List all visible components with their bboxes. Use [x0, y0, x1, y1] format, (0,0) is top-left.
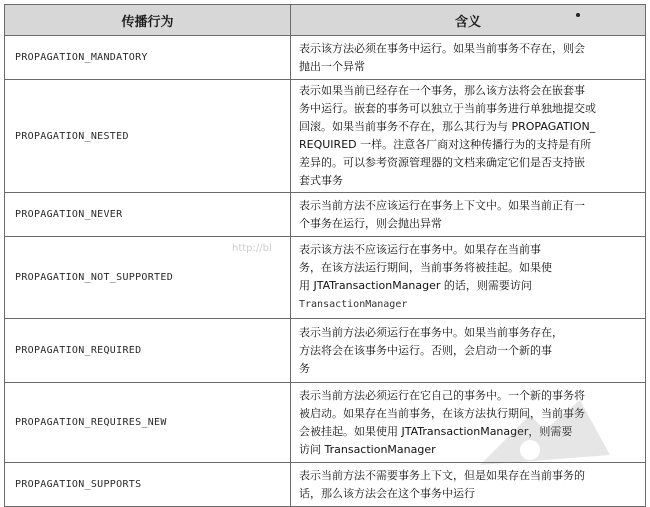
behavior-meaning: 表示当前方法必须运行在事务中。如果当前事务存在， 方法将会在该事务中运行。否则，会启动一个新的事 务	[291, 319, 646, 383]
behavior-name: PROPAGATION_NESTED	[5, 80, 291, 193]
table-row	[5, 319, 646, 383]
behavior-name: PROPAGATION_SUPPORTS	[5, 463, 291, 507]
behavior-meaning: 表示当前方法不应该运行在事务上下文中。如果当前正有一 个事务在运行，则会抛出异常	[291, 193, 646, 237]
header-row	[5, 5, 646, 36]
header-dot-mark	[576, 13, 580, 17]
header-behavior: 传播行为	[5, 5, 291, 36]
behavior-meaning: 表示当前方法不需要事务上下文，但是如果存在当前事务的 话，那么该方法会在这个事务中运行	[291, 463, 646, 507]
table-row	[5, 237, 646, 319]
behavior-meaning: 表示该方法必须在事务中运行。如果当前事务不存在，则会 抛出一个异常	[291, 36, 646, 80]
table-row	[5, 193, 646, 237]
behavior-name: PROPAGATION_MANDATORY	[5, 36, 291, 80]
table-row	[5, 80, 646, 193]
watermark-text: http://bl	[232, 243, 272, 254]
behavior-name: PROPAGATION_REQUIRED	[5, 319, 291, 383]
behavior-meaning: 表示如果当前已经存在一个事务，那么该方法将会在嵌套事 务中运行。嵌套的事务可以独立于当前事务进行单独地提交或 回滚。如果当前事务不存在，那么其行为与 PROPAGATION_ REQUIRED 一样。注意各厂商对这种传播行为的支持是有所 差异的。可以参考资源管理器的文档来确定它们是否支持嵌 套式事务	[291, 80, 646, 193]
behavior-meaning: 表示当前方法必须运行在它自己的事务中。一个新的事务将 被启动。如果存在当前事务，在该方法执行期间，当前事务 会被挂起。如果使用 JTATransactionManager，则需要 访问 TransactionManager	[291, 383, 646, 463]
header-meaning: 含义	[291, 5, 646, 36]
table-row	[5, 463, 646, 507]
table-row	[5, 383, 646, 463]
behavior-name: PROPAGATION_REQUIRES_NEW	[5, 383, 291, 463]
behavior-meaning: 表示该方法不应该运行在事务中。如果存在当前事 务，在该方法运行期间，当前事务将被挂起。如果使 用 JTATransactionManager 的话，则需要访问 TransactionManager	[291, 237, 646, 319]
propagation-table	[4, 4, 646, 507]
table-row	[5, 36, 646, 80]
behavior-name: PROPAGATION_NOT_SUPPORTED	[5, 237, 291, 319]
behavior-name: PROPAGATION_NEVER	[5, 193, 291, 237]
